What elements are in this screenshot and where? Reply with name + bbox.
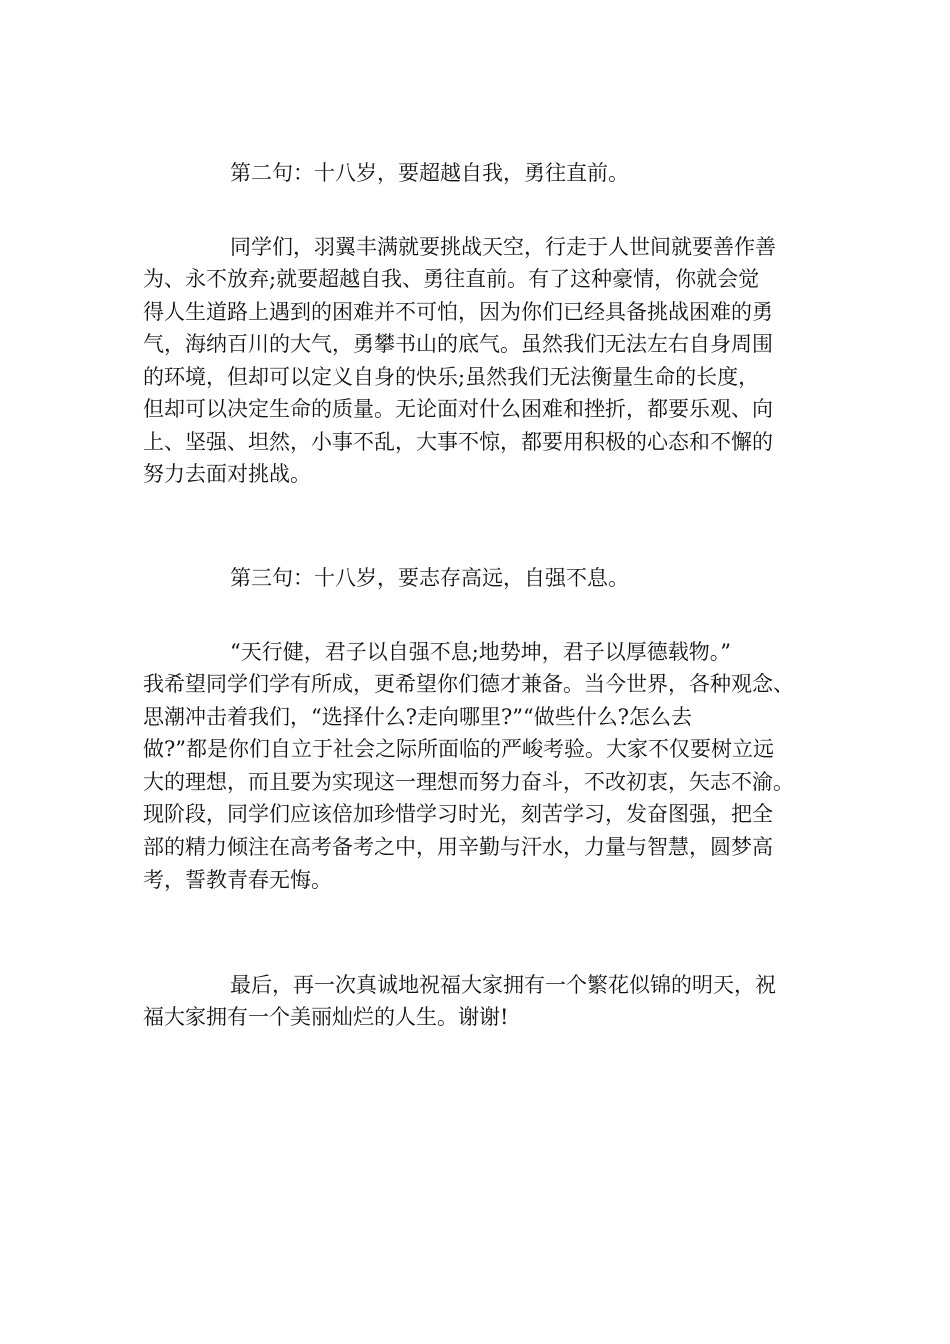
paragraph-line: 同学们，羽翼丰满就要挑战天空，行走于人世间就要善作善 <box>230 235 776 259</box>
paragraph-line: 考，誓教青春无悔。 <box>143 868 332 892</box>
paragraph-line: 为、永不放弃;就要超越自我、勇往直前。有了这种豪情，你就会觉 <box>143 267 760 291</box>
section-heading-2: 第二句：十八岁，要超越自我，勇往直前。 <box>230 161 629 185</box>
paragraph-line: 上、坚强、坦然，小事不乱，大事不惊，都要用积极的心态和不懈的 <box>143 430 773 454</box>
paragraph-line: 气，海纳百川的大气，勇攀书山的底气。虽然我们无法左右自身周围 <box>143 332 773 356</box>
paragraph-line: 现阶段，同学们应该倍加珍惜学习时光，刻苦学习，发奋图强，把全 <box>143 802 773 826</box>
paragraph-line: 做?”都是你们自立于社会之际所面临的严峻考验。大家不仅要树立远 <box>143 737 774 761</box>
paragraph-line: 大的理想，而且要为实现这一理想而努力奋斗，不改初衷，矢志不渝。 <box>143 770 794 794</box>
paragraph-line: 部的精力倾注在高考备考之中，用辛勤与汗水，力量与智慧，圆梦高 <box>143 835 773 859</box>
paragraph-line: 的环境，但却可以定义自身的快乐;虽然我们无法衡量生命的长度， <box>143 365 760 389</box>
section-heading-3: 第三句：十八岁，要志存高远，自强不息。 <box>230 566 629 590</box>
paragraph-line: 我希望同学们学有所成，更希望你们德才兼备。当今世界，各种观念、 <box>143 672 794 696</box>
paragraph-line: “天行健，君子以自强不息;地势坤，君子以厚德载物。” <box>230 640 732 664</box>
paragraph-line: 福大家拥有一个美丽灿烂的人生。谢谢! <box>143 1005 509 1029</box>
paragraph-line: 努力去面对挑战。 <box>143 462 311 486</box>
paragraph-line: 但却可以决定生命的质量。无论面对什么困难和挫折，都要乐观、向 <box>143 397 773 421</box>
paragraph-line: 思潮冲击着我们，“选择什么?走向哪里?”“做些什么?怎么去 <box>143 705 692 729</box>
paragraph-line: 最后，再一次真诚地祝福大家拥有一个繁花似锦的明天，祝 <box>230 973 776 997</box>
paragraph-line: 得人生道路上遇到的困难并不可怕，因为你们已经具备挑战困难的勇 <box>143 300 773 324</box>
